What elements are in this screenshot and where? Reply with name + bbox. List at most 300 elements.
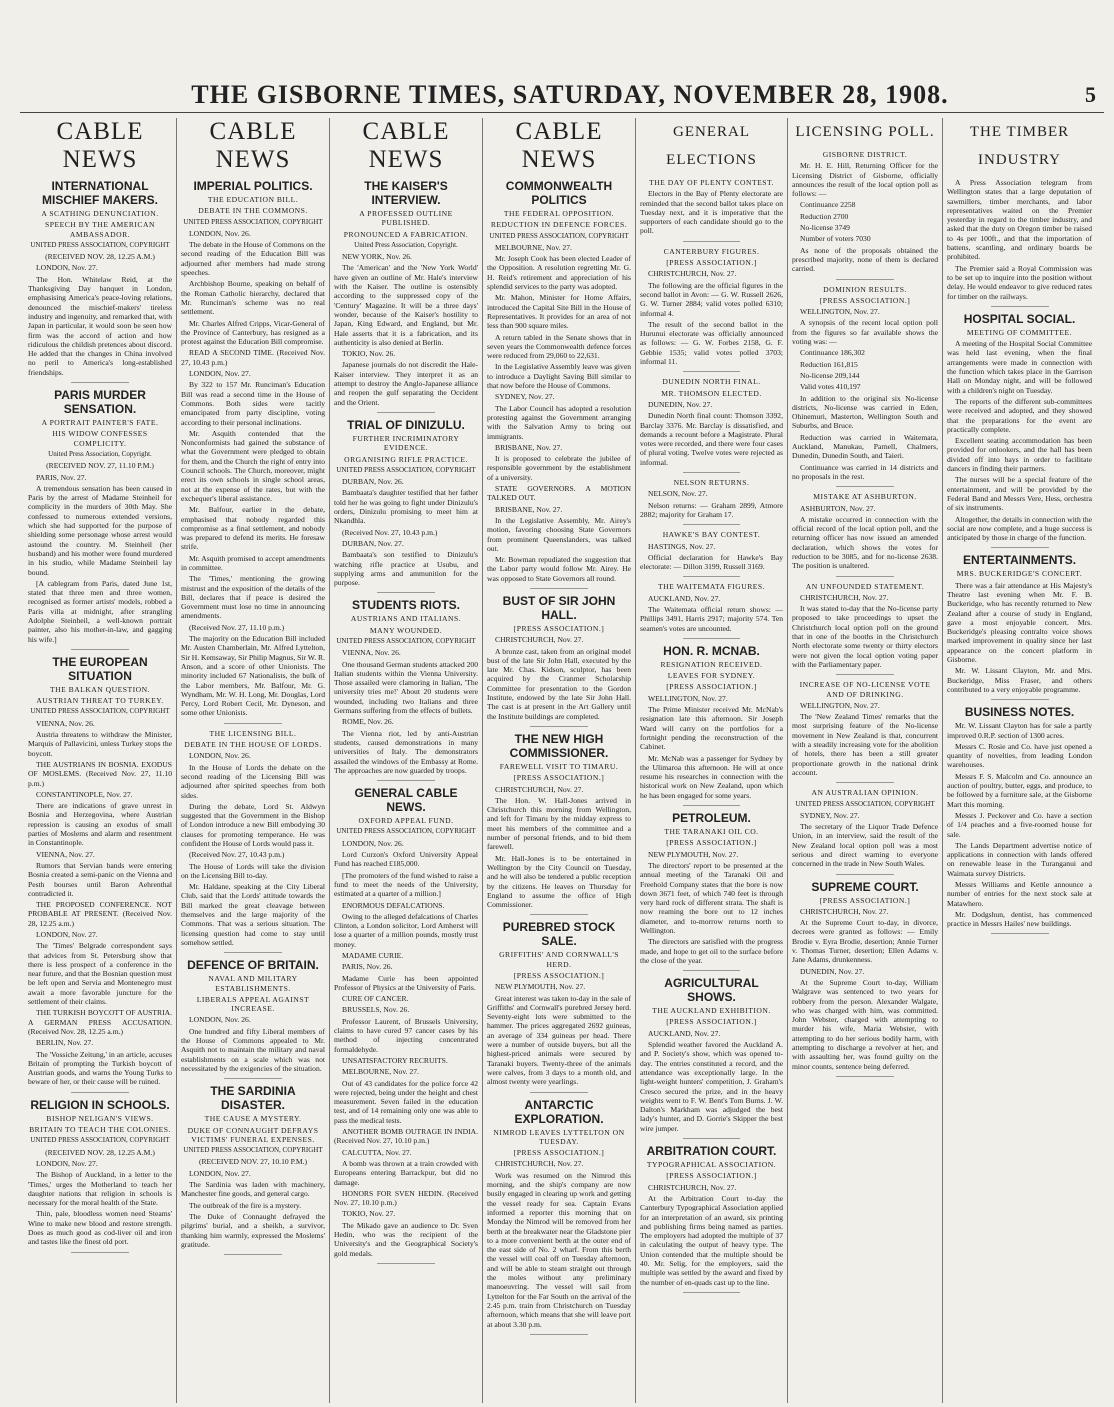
article-paragraph: The 'Vossiche Zeitung,' in an article, accuses Britain of prompting the Turkish boycott of Austrian goods, and warns the Young Turks to beware of her, or their cause will be ruined. [28, 1049, 172, 1087]
article-paragraph: Mr. Haldane, speaking at the City Liberal Club, said that the Lords' attitude towards the Bill marked the great cleavage between themselves and the large majority of the Commons. That was a serious situation. The licensing question had come to stay until somehow settled. [181, 882, 325, 947]
article-headline: SUPREME COURT. [811, 879, 919, 894]
article-paragraph: Altogether, the details in connection with the social are now complete, and a huge success is anticipated by those in charge of the function. [947, 514, 1092, 543]
article-headline: STUDENTS RIOTS. [351, 598, 460, 613]
column-3 [330, 118, 483, 1403]
column-header: LICENSING POLL. [795, 124, 935, 140]
article-subhead: OXFORD APPEAL FUND. [358, 816, 454, 826]
received-dateline: (RECEIVED NOV. 27, 11.10 P.M.) [46, 461, 154, 471]
article-paragraph: The outbreak of the fire is a mystery. [189, 1200, 302, 1210]
article-separator [991, 933, 1049, 934]
article-paragraph: VIENNA, Nov. 26. [36, 718, 95, 728]
article-separator [71, 649, 129, 650]
article-subhead: DUKE OF CONNAUGHT DEFRAYS VICTIMS' FUNERAL EXPENSES. [187, 1125, 319, 1144]
article-subhead: ORGANISING RIFLE PRACTICE. [344, 454, 468, 464]
article-paragraph: CHRISTCHURCH, Nov. 27. [495, 635, 584, 645]
article-separator [224, 1078, 282, 1079]
article-paragraph: LONDON, Nov. 27. [36, 263, 98, 273]
article-paragraph: LONDON, Nov. 27. [36, 1158, 98, 1168]
article-separator [224, 723, 282, 724]
article-paragraph: CHRISTCHURCH, Nov. 27. [800, 906, 889, 916]
article-paragraph: HASTINGS, Nov. 27. [648, 541, 716, 551]
article-subhead: A SCATHING DENUNCIATION. [41, 209, 159, 218]
article-separator [71, 382, 129, 383]
article-headline: HOSPITAL SOCIAL. [963, 311, 1076, 326]
article-separator [71, 1092, 129, 1093]
article-paragraph: Reduction 2700 [800, 211, 849, 221]
article-paragraph: BERLIN, Nov. 27. [36, 1038, 94, 1048]
article-paragraph: A bronze cast, taken from an original model bust of the late Sir John Hall, executed by the late Mr. Chas. Kidson, sculptor, has been acquired by the Cranmer Scholarship Committee for presentation to the Gordon Institute, endowed by the late Sir John Hall. The cast is at present in the Art Gallery until the Institute buildings are completed. [487, 646, 631, 721]
article-paragraph: The Bishop of Auckland, in a letter to the 'Times,' urges the Motherland to teach her daughter nations that religion in schools is necessary for the moral health of the State. [28, 1170, 172, 1208]
article-subhead: BISHOP NELIGAN'S VIEWS. [46, 1113, 154, 1123]
article-paragraph: At the Arbitration Court to-day the Canterbury Typographical Association applied for an interpretation of an award, six printing and publishing firms being named as parties. The employers had adopted the multiple of 37 in calculating the output of heavy type. The Union contended that the multiple should be 40. Mr. Selig, for the employers, said the multiple was settled by the award and fixed by the number of en-quads cast up to the line. [640, 1193, 783, 1287]
article-subhead: THE CAUSE A MYSTERY. [204, 1114, 302, 1124]
article-separator [683, 1292, 740, 1293]
article-subhead: TYPOGRAPHICAL ASSOCIATION. [646, 1160, 777, 1170]
column-header: THE TIMBER INDUSTRY [969, 124, 1070, 168]
article-paragraph: The majority on the Education Bill included Mr. Austen Chamberlain, Mr. Alfred Lyttelton, Sir H. Kemsaway, Sir Philip Magnus, Sir W. R. Anson, and a score of other Unionists. The minority included 67 Nationalists, the bulk of the Labor members, Mr. Balfour, Mr. G. Wyndham, Mr. W. H. Long, Mr. Douglas, Lord Percy, Lord Robert Cecil, Mr. Dyneson, and some other Unionists. [181, 634, 326, 718]
article-subhead: RESIGNATION RECEIVED. [660, 659, 763, 669]
column-header: CABLE NEWS [56, 118, 144, 173]
article-paragraph: No-license 3749 [800, 223, 850, 233]
received-dateline: (RECEIVED NOV. 28, 12.25 A.M.) [45, 1147, 155, 1157]
article-paragraph: Rumors that Servian bands were entering Bosnia created a semi-panic on the Vienna and Pesth bourses until Baron Aehrenthal contradicted it. [28, 860, 172, 898]
article-paragraph: Madame Curie has been appointed Professor of Physics at the University of Paris. [334, 973, 478, 992]
article-subhead: BRITAIN TO TEACH THE COLONIES. [29, 1125, 171, 1135]
article-subhead: [PRESS ASSOCIATION.] [513, 773, 605, 783]
press-credit: UNITED PRESS ASSOCIATION, COPYRIGHT [489, 231, 629, 240]
article-subhead: [PRESS ASSOCIATION.] [819, 895, 911, 905]
article-paragraph: CHRISTCHURCH, Nov. 27. [648, 269, 737, 279]
article-paragraph: Messrs Williams and Kettle announce a number of entries for the next stock sale at Matawhero. [947, 880, 1092, 908]
article-paragraph: TOKIO, Nov. 27. [342, 1209, 396, 1219]
masthead-title: THE GISBORNE TIMES, SATURDAY, NOVEMBER 28, 1908. [191, 80, 949, 109]
column-header: CABLE NEWS [515, 118, 603, 173]
article-headline: PARIS MURDER SENSATION. [54, 388, 146, 417]
article-separator [377, 412, 435, 413]
article-paragraph: The directors are satisfied with the progress made, and hope to get oil to the surface before the close of the year. [640, 937, 783, 965]
article-headline: INTERNATIONAL MISCHIEF MAKERS. [41, 179, 158, 207]
article-subhead: A PORTRAIT PAINTER'S FATE. [41, 418, 159, 428]
article-headline: IMPERIAL POLITICS. [193, 179, 313, 193]
article-paragraph: Mr. Asquith promised to accept amendments in committee. [181, 553, 325, 572]
article-paragraph: The 'New Zealand Times' remarks that the most surprising feature of the No-license movement in New Zealand is that, concurrent with a steadily increasing vote for the abolition of hotels, there has been a still greater proportionate growth in the national drink account. [792, 712, 938, 777]
article-subhead: GRIFFITHS' AND CORNWALL'S HERD. [499, 950, 619, 969]
column-1 [24, 118, 177, 1403]
article-paragraph: WELLINGTON, Nov. 27. [648, 693, 728, 703]
article-paragraph: The secretary of the Liquor Trade Defence Union, in an interview, said the result of the New Zealand local option poll was a most serious and direct warning to everyone concerned in the trade in New South Wales. [792, 822, 938, 869]
article-subhead: THE TARANAKI OIL CO. [664, 827, 759, 837]
article-paragraph: The 'Times,' mentioning the growing mistrust and the exposition of the details of the Bill, declares that if peace is desired the Government must lose no time in announcing amendments. [181, 574, 325, 621]
article-paragraph: Mr. W. Lissant Clayton, Mr. and Mrs. Buckeridge, Miss Fraser, and others contributed to a very enjoyable programme. [947, 666, 1092, 694]
article-paragraph: PARIS, Nov. 26. [342, 962, 393, 972]
article-paragraph: A bomb was thrown at a train crowded with Europeans entering Barrackpur, but did no damage. [334, 1158, 478, 1187]
article-paragraph: CALCUTTA, Nov. 27. [342, 1147, 412, 1157]
article-separator [683, 805, 740, 806]
article-subhead: LEAVES FOR SYDNEY. [667, 671, 756, 681]
article-paragraph: THE AUSTRIANS IN BOSNIA. EXODUS OF MOSLEMS. (Received Nov. 27, 11.10 p.m.) [28, 759, 172, 788]
article-paragraph: BRUSSELS, Nov. 26. [342, 1005, 410, 1015]
article-paragraph: VIENNA, Nov. 27. [36, 849, 95, 859]
columns [24, 118, 1104, 1403]
article-paragraph: A meeting of the Hospital Social Committee was held last evening, when the final arrangements were made in connection with the function which takes place in the Garrison Hall on Monday night, and will be followed with a children's night on Tuesday. [947, 339, 1092, 395]
article-paragraph: LONDON, Nov. 26. [342, 838, 404, 848]
article-paragraph: Lord Curzon's Oxford University Appeal Fund has reached £185,000. [334, 850, 478, 869]
article-headline: BUSINESS NOTES. [964, 705, 1075, 720]
article-paragraph: Bambaata's son testified to Dinizulu's watching rifle practice at Usubu, and supplying arms and ammunition for the purpose. [334, 550, 478, 588]
article-separator [377, 1263, 435, 1264]
article-paragraph: At the Supreme Court to-day, William Walgrave was sentenced to two years for robbery from the person. Alexander Walgate, who was charged with him, was committed. John Webster, charged with attempting to murder his wife, Maria Webster, with attempting to do her serious bodily harm, with attempting to discharge a revolver at her, and with assaulting her, was found guilty on the minor counts, sentence being deferred. [792, 977, 938, 1071]
article-separator [224, 1254, 282, 1255]
article-separator [683, 1138, 740, 1139]
article-paragraph: The Hon. Whitelaw Reid, at the Thanksgiving Day banquet in London, emphasising America's peace-loving relations, denounced the mischief-makers' tireless industry and ingenuity, and remarked that, with Japan in particular, it would soon be seen how firm was the accord of action and how ridiculous the childish pretences about discord. He added that the changes in China involved no peril to America's long-established friendships. [28, 274, 172, 377]
column-header: GENERAL ELECTIONS [666, 124, 757, 168]
article-subhead: NAVAL AND MILITARY ESTABLISHMENTS. [208, 974, 298, 993]
article-paragraph: MELBOURNE, Nov. 27. [342, 1067, 419, 1077]
article-paragraph: The Prime Minister received Mr. McNab's resignation late this afternoon. Sir Joseph Ward will carry on the portfolios for a fortnight pending the reconstruction of the Cabinet. [640, 705, 783, 752]
article-subhead: [PRESS ASSOCIATION.] [666, 258, 757, 268]
article-separator [991, 306, 1049, 307]
article-subhead: [PRESS ASSOCIATION.] [666, 1017, 757, 1027]
article-paragraph: There are indications of grave unrest in Bosnia and Herzegovina, where Austrian repression is causing an exodus of small parties of Moslems and alarm and resentment in Constantinople. [28, 801, 172, 848]
article-paragraph: The Hon. W. Hall-Jones arrived in Christchurch this morning from Wellington, and left for Timaru by the midday express to meet his members of the committee and a number of personal friends, and to bid them farewell. [487, 795, 631, 852]
article-subhead: [PRESS ASSOCIATION.] [666, 838, 757, 848]
article-paragraph: The Sardinia was laden with machinery, Manchester fine goods, and general cargo. [181, 1180, 325, 1199]
article-subhead: AN AUSTRALIAN OPINION. [811, 788, 919, 798]
article-separator [836, 486, 894, 487]
article-separator [377, 592, 435, 593]
article-subhead: THE LICENSING BILL. [209, 728, 297, 738]
article-paragraph: LONDON, Nov. 27. [36, 930, 98, 939]
article-subhead: AUSTRIAN THREAT TO TURKEY. [36, 696, 164, 706]
article-paragraph: THE TURKISH BOYCOTT OF AUSTRIA. A GERMAN PRESS ACCUSATION. (Received Nov. 28, 12.25 a.m.) [28, 1008, 172, 1036]
article-paragraph: In the Legislative Assembly leave was given to introduce a Daylight Saving Bill similar to that now before the House of Commons. [487, 362, 631, 391]
article-subhead: NIMROD LEAVES LYTTELTON ON TUESDAY. [493, 1127, 625, 1146]
article-paragraph: AUCKLAND, Nov. 27. [648, 593, 721, 603]
article-separator [836, 1076, 894, 1077]
article-subhead: INCREASE OF NO-LICENSE VOTE AND OF DRINKING. [799, 680, 931, 699]
article-paragraph: Messrs J. Peckover and Co. have a section of 1/4 peaches and a five-roomed house for sale. [947, 810, 1092, 839]
article-paragraph: The Vienna riot, led by anti-Austrian students, caused demonstrations in many universities of Italy. The demonstrators assailed the windows of the Embassy at Rome. The approaches are now guarded by troops. [334, 728, 478, 775]
page-number: 5 [1085, 82, 1096, 107]
article-subhead: GISBORNE DISTRICT. [822, 150, 908, 159]
article-paragraph: The Labor Council has adopted a resolution protesting against the Government arranging with the Salvation Army to bring out immigrants. [487, 403, 631, 441]
column-header: CABLE NEWS [209, 118, 297, 173]
article-paragraph: BRISBANE, Nov. 27. [495, 442, 563, 452]
article-paragraph: The debate in the House of Commons on the second reading of the Education Bill was adjourned after members had made strong speeches. [181, 240, 325, 278]
article-paragraph: Dunedin North final count: Thomson 3392, Barclay 3376. Mr. Barclay is dissatisfied, and demands a recount before a Magistrate. Plural votes were recorded, and there were four cases of plural voting. Twelve votes were rejected as informal. [640, 411, 783, 467]
article-subhead: A PROFESSED OUTLINE PUBLISHED. [359, 209, 453, 228]
article-separator [683, 472, 740, 473]
article-paragraph: During the debate, Lord St. Aldwyn suggested that the Government in the Bishop of London introduce a new Bill embodying 30 clauses for promoting temperance. He was confident the House of Lords would pass it. [181, 801, 325, 848]
article-subhead: MEETING OF COMMITTEE. [966, 327, 1073, 337]
article-paragraph: THE PROPOSED CONFERENCE. NOT PROBABLE AT PRESENT. (Received Nov. 28, 12.25 a.m.) [28, 900, 172, 928]
article-subhead: HAWKE'S BAY CONTEST. [662, 530, 761, 540]
article-paragraph: Valid votes 410,197 [800, 382, 861, 392]
article-headline: BUST OF SIR JOHN HALL. [502, 593, 616, 622]
article-separator [683, 371, 740, 372]
article-separator [836, 576, 894, 577]
article-paragraph: VIENNA, Nov. 26. [342, 648, 401, 658]
article-paragraph: Number of voters 7030 [800, 234, 871, 244]
article-paragraph: [A cablegram from Paris, dated June 1st, stated that three men and three women, recognised as former artists' models, robbed a Paris villa at midnight, after strangling Adolphe Steinheil, a well-known portrait painter, also his mother-in-law, and gagging his wife.] [28, 578, 172, 644]
article-paragraph: ENORMOUS DEFALCATIONS. [342, 900, 445, 910]
article-paragraph: DUNEDIN, Nov. 27. [648, 399, 713, 409]
article-paragraph: The House of Lords will take the division on the Licensing Bill to-day. [181, 861, 325, 880]
article-paragraph: Austria threatens to withdraw the Minister, Marquis of Pallavicini, unless Turkey stops the boycott. [28, 730, 172, 758]
column-2 [177, 118, 330, 1403]
article-paragraph: READ A SECOND TIME. (Received Nov. 27, 10.43 p.m.) [181, 348, 325, 367]
article-paragraph: Bambaata's daughter testified that her father told her he was going to fight under Dinizulu's orders, Dinizulu promising to meet him at Nkandhla. [334, 488, 478, 526]
article-headline: GENERAL CABLE NEWS. [354, 786, 458, 815]
article-subhead: CANTERBURY FIGURES. [663, 246, 760, 256]
press-credit: UNITED PRESS ASSOCIATION, COPYRIGHT [30, 707, 170, 716]
article-subhead: [PRESS ASSOCIATION.] [819, 295, 911, 305]
article-separator [530, 914, 588, 915]
article-subhead: THE DAY OF PLENTY CONTEST. [649, 178, 774, 187]
article-subhead: THE AUCKLAND EXHIBITION. [652, 1006, 771, 1016]
article-subhead: MANY WOUNDED. [369, 625, 443, 635]
article-paragraph: The Premier said a Royal Commission was to be set up to inquire into the position without delay. He would endeavor to give reduced rates for timber on the railways. [947, 263, 1092, 301]
article-separator [683, 524, 740, 525]
article-subhead: FURTHER INCRIMINATORY EVIDENCE. [352, 433, 460, 453]
article-separator [530, 726, 588, 727]
article-subhead: [PRESS ASSOCIATION.] [666, 1171, 757, 1181]
article-paragraph: A tremendous sensation has been caused in Paris by the arrest of Madame Steinheil for complicity in the murders of 30th May. She confessed to numerous extended versions, which she had supported for the purpose of shielding some personage whose arrest would astound the country. M. Steinheil (her husband) and his mother were found murdered in his studio, while Madame Steinheil lay bound. [28, 483, 172, 577]
article-paragraph: Professor Laurent, of Brussels University, claims to have cured 97 cancer cases by his method of injecting concentrated formaldehyde. [334, 1016, 478, 1054]
article-headline: THE EUROPEAN SITUATION [52, 654, 148, 683]
press-credit: UNITED PRESS ASSOCIATION, COPYRIGHT [336, 827, 476, 836]
article-paragraph: (Received Nov. 27, 10.43 p.m.) [189, 850, 285, 860]
article-subhead: HIS WIDOW CONFESSES COMPLICITY. [52, 429, 148, 448]
article-paragraph: STATE GOVERNORS. A MOTION TALKED OUT. [487, 484, 631, 503]
article-paragraph: Work was resumed on the Nimrod this morning, and the ship's company are now busily engaged in clearing up work and getting the vessel ready for sea. Captain Evans informed a reporter this morning that on Monday the Nimrod will be removed from her berth at the breakwater near the Gladstone pier to a more convenient berth at the outer end of the east side of No. 2 wharf. From this berth the vessel will coal off on Tuesday afternoon, and will be able to steam straight out through the moles without any preliminary manoeuvring. The vessel will sail from Lyttelton for the Far South on the arrival of the 2.45 p.m. train from Christchurch on Tuesday afternoon, which means that she will leave port at about 3.30 p.m. [487, 1170, 631, 1329]
article-paragraph: Continuance 2258 [800, 200, 856, 210]
article-paragraph: (Received Nov. 27, 10.43 p.m.) [342, 527, 438, 537]
article-paragraph: Mr. Asquith contended that the Nonconformists had gained the substance of what the Government were pledged to obtain for them, and the Church the right of entry into Council schools. The Church, moreover, might erect its own schools in single school areas, not at the expense of the rates, but with the exchequer's liberal assistance. [181, 428, 325, 503]
article-paragraph: Japanese journals do not discredit the Hale-Kaiser interview. They interpret it as an attempt to destroy the Anglo-Japanese alliance and reopen the gulf separating the Occident and the Orient. [334, 360, 478, 407]
article-headline: HON. R. MCNAB. [663, 643, 760, 658]
article-headline: RELIGION IN SCHOOLS. [30, 1097, 170, 1112]
article-separator [71, 1252, 129, 1253]
article-paragraph: SYDNEY, Nov. 27. [495, 392, 555, 402]
article-paragraph: SYDNEY, Nov. 27. [800, 810, 860, 820]
article-paragraph: ROME, Nov. 26. [342, 717, 394, 727]
article-paragraph: A synopsis of the recent local option poll from the figures so far available shows the voting was: — [792, 318, 938, 347]
article-paragraph: Splendid weather favored the Auckland A. and P. Society's show, which was opened to-day. The entries constituted a record, and the attendance was exceptionally large. In the light-weight hunters' competition, J. Graham's Cresco secured the prize, and in the heavy weights went to F. W. Bent's Tom Burns. J. W. Dalton's Markham was adjudged the best lady's hunter, and D. Gorrie's Skipper the best wire jumper. [640, 1040, 783, 1133]
article-headline: TRIAL OF DINIZULU. [347, 417, 465, 432]
article-paragraph: NELSON, Nov. 27. [648, 489, 708, 499]
article-paragraph: Continuance was carried in 14 districts and no proposals in the rest. [792, 462, 938, 481]
article-paragraph: BRISBANE, Nov. 27. [495, 504, 563, 514]
article-paragraph: AUCKLAND, Nov. 27. [648, 1028, 721, 1038]
article-headline: ENTERTAINMENTS. [962, 553, 1077, 568]
article-separator [991, 547, 1049, 548]
article-separator [836, 279, 894, 280]
article-paragraph: Mr. Balfour, earlier in the debate, emphasised that nobody regarded this compromise as a final settlement, and nobody was prepared to defend its merits. He foresaw strife. [181, 505, 325, 552]
article-subhead: [PRESS ASSOCIATION.] [513, 1148, 605, 1158]
masthead [20, 80, 1100, 110]
press-credit: UNITED PRESS ASSOCIATION, COPYRIGHT [336, 636, 476, 645]
article-paragraph: Mr. H. E. Hill, Returning Officer for the Licensing District of Gisborne, officially announces the result of the local option poll as follows: — [792, 161, 938, 199]
article-paragraph: CHRISTCHURCH, Nov. 27. [800, 592, 889, 602]
article-separator [377, 780, 435, 781]
press-credit: United Press Association, Copyright. [354, 240, 458, 249]
article-paragraph: In addition to the original six No-license districts, No-license was carried in Eden, Ohinemuri, Masterton, Wellington South and Suburbs, and Bruce. [792, 393, 938, 431]
article-paragraph: The result of the second ballot in the Hurunui electorate was officially announced as follows: — G. W. Forbes 2158, G. F. Gebbie 1535; valid votes polled 3703; informal 11. [640, 319, 783, 367]
article-paragraph: Thin, pale, bloodless women need Steams' Wine to make new blood and restore strength. Does as much good as cod-liver oil and iron and tastes like the finest old port. [28, 1209, 172, 1247]
article-paragraph: LONDON, Nov. 26. [189, 751, 251, 761]
article-paragraph: The Waitemata official return shows: — Phillips 3491, Harris 2917; majority 574. Ten seamen's votes are uncounted. [640, 604, 783, 633]
press-credit: UNITED PRESS ASSOCIATION, COPYRIGHT [30, 240, 170, 249]
article-separator [683, 241, 740, 242]
article-paragraph: WELLINGTON, Nov. 27. [800, 307, 880, 317]
article-subhead: THE EDUCATION BILL. [207, 195, 299, 204]
article-paragraph: A mistake occurred in connection with the official record of the local option poll, and the returning officer has now issued an amended declaration, which shows the votes for reduction to be 3085, and for no-license 2638. The position is unaltered. [792, 514, 938, 571]
article-subhead: THE WAITEMATA FIGURES. [657, 582, 766, 592]
article-separator [836, 874, 894, 875]
article-subhead: PRONOUNCED A FABRICATION. [343, 229, 469, 239]
article-paragraph: Mr. W. Lissant Clayton has for sale a partly improved 0.R.P. section of 1300 acres. [947, 721, 1092, 740]
article-headline: ARBITRATION COURT. [646, 1144, 777, 1159]
column-7 [943, 118, 1096, 1403]
article-separator [530, 588, 588, 589]
article-headline: THE SARDINIA DISASTER. [210, 1084, 296, 1113]
article-paragraph: Out of 43 candidates for the police force 42 were rejected, being under the height and chest measurement. Seven failed in the education test, and of 14 remaining only one was able to pass the medical tests. [334, 1078, 478, 1125]
article-paragraph: Official declaration for Hawke's Bay electorate: — Dillon 3199, Russell 3169. [640, 552, 783, 572]
article-paragraph: One thousand German students attacked 200 Italian students within the Vienna University. Those assailed were clamoring in Italian, 'The university tries me!' About 20 students were wounded, including two Italians and three Germans suffering from the effects of bullets. [334, 659, 478, 716]
article-paragraph: In the Legislative Assembly, Mr. Airey's motion, favoring choosing State Governors from prominent Queenslanders, was talked out. [487, 515, 631, 553]
article-paragraph: The following are the official figures in the second ballot in Avon: — G. W. Russell 2626, G. W. Turner 2884; valid votes polled 6310; informal 4. [640, 280, 783, 318]
article-paragraph: LONDON, Nov. 27. [189, 369, 251, 379]
received-dateline: (RECEIVED NOV. 28, 12.25 A.M.) [45, 252, 155, 262]
article-subhead: [PRESS ASSOCIATION.] [666, 682, 757, 692]
article-subhead: MISTAKE AT ASHBURTON. [813, 492, 917, 502]
article-paragraph: CONSTANTINOPLE, Nov. 27. [36, 789, 133, 799]
article-paragraph: No-license 209,144 [800, 370, 860, 380]
article-subhead: THE BALKAN QUESTION. [49, 684, 151, 694]
press-credit: UNITED PRESS ASSOCIATION, COPYRIGHT [30, 1136, 170, 1145]
article-separator [683, 970, 740, 971]
received-dateline: (RECEIVED NOV. 27, 10.10 P.M.) [198, 1157, 308, 1167]
article-paragraph: UNSATISFACTORY RECRUITS. [342, 1055, 448, 1065]
article-paragraph: The nurses will be a special feature of the entertainment, and will be provided by the Federal Band and Messrs Vere, Hess, orchestra of six instruments. [947, 475, 1092, 513]
article-paragraph: Owing to the alleged defalcations of Charles Clinton, a London solicitor, Lord Amherst will lose a quarter of a million pounds, mostly trust money. [334, 911, 478, 949]
article-separator [530, 1334, 588, 1335]
article-paragraph: It is proposed to celebrate the jubilee of responsible government by the establishment of a university. [487, 454, 631, 482]
article-paragraph: Messrs C. Rosie and Co. have just opened a quantity of novelties, from leading London warehouses. [947, 741, 1092, 770]
article-paragraph: Reduction was carried in Waitemata, Auckland, Manukau, Parnell, Chalmers, Dunedin, Dunedin South, and Taieri. [792, 432, 938, 461]
masthead-rule [20, 112, 1104, 113]
article-subhead: [PRESS ASSOCIATION.] [513, 971, 605, 980]
article-paragraph: At the Supreme Court to-day, in divorce, decrees were granted as follows: — Emily Brodie v. Eyra Brodie, desertion; Annie Turner v. Thomas Turner, desertion; Ellen Adams v. Jane Adams, drunkenness. [792, 918, 938, 965]
article-paragraph: A return tabled in the Senate shows that in seven years the Commonwealth defence forces were reduced from 29,060 to 22,631. [487, 332, 631, 361]
article-paragraph: Archbishop Bourne, speaking on behalf of the Roman Catholic hierarchy, declared that Mr. Runciman's scheme was no real settlement. [181, 279, 325, 317]
article-paragraph: CHRISTCHURCH, Nov. 27. [495, 784, 584, 794]
article-paragraph: ANOTHER BOMB OUTRAGE IN INDIA. (Received Nov. 27, 10.10 p.m.) [334, 1127, 478, 1146]
press-credit: UNITED PRESS ASSOCIATION, COPYRIGHT [183, 217, 323, 226]
article-subhead: DOMINION RESULTS. [823, 284, 907, 294]
article-subhead: AUSTRIANS AND ITALIANS. [350, 614, 462, 624]
article-subhead: DEBATE IN THE HOUSE OF LORDS. [184, 740, 322, 750]
article-paragraph: Mr. Hall-Jones is to be entertained in Wellington by the City Council on Tuesday, and he will also be tendered a public reception by the citizens. He leaves on Thursday for England to assume the office of High Commissioner. [487, 853, 631, 910]
article-paragraph: CURE OF CANCER. [342, 994, 409, 1004]
article-separator [683, 576, 740, 577]
article-subhead: SPEECH BY THE AMERICAN AMBASSADOR. [45, 220, 155, 239]
column-5 [636, 118, 788, 1403]
article-paragraph: There was a fair attendance at His Majesty's Theatre last evening when Mr. F. B. Buckeridge, who has recently returned to New Zealand after a course of study in England, gave a most enjoyable concert. Mrs. Buckeridge's pleasing contralto voice shows marked improvement in quality since her last appearance on the concert platform in Gisborne. [947, 580, 1092, 665]
article-paragraph: LONDON, Nov. 27. [189, 1168, 251, 1178]
article-subhead: MR. THOMSON ELECTED. [661, 388, 762, 398]
article-paragraph: The directors' report to be presented at the annual meeting of the Taranaki Oil and Freehold Company states that the bore is now down 3671 feet, of which 740 feet is through very hard rock of different strata. The shaft is now reaming the bore out to 12 inches diameter, and to-morrow returns north to Wellington. [640, 860, 783, 935]
article-subhead: DEBATE IN THE COMMONS. [198, 206, 308, 216]
article-paragraph: (Received Nov. 27, 11.10 p.m.) [189, 622, 285, 632]
article-paragraph: NEW YORK, Nov. 26. [342, 252, 412, 262]
article-paragraph: MELBOURNE, Nov. 27. [495, 242, 572, 252]
article-paragraph: The 'American' and the 'New York World' have given an outline of Mr. Hale's interview with the Kaiser. The outline is ostensibly according to the suppressed copy of the 'Century' Magazine. It will be a three days' wonder, because of the Kaiser's hostility to Japan, King Edward, and England, but Mr. Hale asserts that it is a fabrication, and its authenticity is also denied at Berlin. [334, 263, 478, 347]
article-paragraph: Continuance 186,302 [800, 348, 865, 358]
article-paragraph: [The promoters of the fund wished to raise a fund to meet the needs of the University, estimated at a quarter of a million.] [334, 870, 478, 899]
article-paragraph: Great interest was taken to-day in the sale of Griffiths' and Cornwall's purebred Jersey herd. Seventy-eight lots were submitted to the hammer. The prices aggregated 2692 guineas, an average of 334 guineas per head. There were a number of outside buyers, but all the highest-priced animals were secured by Taranaki buyers. Twenty-three of the animals were calves, from 3 days to a month old, and almost twenty were yearlings. [487, 993, 631, 1087]
article-separator [836, 674, 894, 675]
article-headline: DEFENCE OF BRITAIN. [187, 958, 319, 973]
article-subhead: AN UNFOUNDED STATEMENT. [805, 581, 925, 591]
article-headline: COMMONWEALTH POLITICS [505, 179, 613, 207]
article-subhead: MRS. BUCKERIDGE'S CONCERT. [956, 569, 1083, 579]
article-separator [530, 1092, 588, 1093]
article-paragraph: Mr. Charles Alfred Cripps, Vicar-General of the Province of Canterbury, has resigned as a protest against the Education Bill compromise. [181, 318, 325, 347]
article-paragraph: PARIS, Nov. 27. [36, 472, 87, 482]
press-credit: UNITED PRESS ASSOCIATION, COPYRIGHT [795, 799, 935, 808]
article-paragraph: The Mikado gave an audience to Dr. Sven Hedin, who was the recipient of the University's and the Geographical Society's gold medals. [334, 1220, 478, 1258]
article-paragraph: TOKIO, Nov. 26. [342, 349, 396, 359]
article-paragraph: DURBAN, Nov. 27. [342, 538, 404, 548]
article-paragraph: NEW PLYMOUTH, Nov. 27. [648, 849, 739, 859]
article-paragraph: By 322 to 157 Mr. Runciman's Education Bill was read a second time in the House of Commons. Both sides were tacitly emancipated from party discipline, voting according to their personal inclinations. [181, 380, 325, 427]
article-paragraph: As none of the proposals obtained the prescribed majority, none of them is declared carried. [792, 245, 938, 274]
article-paragraph: In the House of Lords the debate on the second reading of the Licensing Bill was adjourned after spirited speeches from both sides. [181, 762, 325, 800]
article-headline: THE NEW HIGH COMMISSIONER. [509, 731, 609, 760]
article-paragraph: One hundred and fifty Liberal members of the House of Commons appealed to Mr. Asquith not to maintain the military and naval establishments on a scale which was not necessitated by the exigencies of the situation. [181, 1026, 325, 1073]
article-separator [683, 638, 740, 639]
article-paragraph: The Lands Department advertise notice of applications in connection with lands offered on renewable lease in the Turanganui and Waimata survey Districts. [947, 840, 1092, 878]
article-paragraph: CHRISTCHURCH, Nov. 27. [648, 1182, 737, 1192]
article-paragraph: DUNEDIN, Nov. 27. [800, 966, 865, 976]
article-paragraph: Mr. Dodgshun, dentist, has commenced practice in Messrs Hailes' new buildings. [947, 909, 1092, 929]
press-credit: UNITED PRESS ASSOCIATION, COPYRIGHT [183, 1146, 323, 1155]
article-paragraph: MADAME CURIE. [342, 951, 404, 960]
article-paragraph: The Duke of Connaught defrayed the pilgrims' burial, and a sheikh, a survivor, thanking him warmly, expressed the Moslems' gratitude. [181, 1211, 325, 1249]
column-4 [483, 118, 636, 1403]
article-subhead: FAREWELL VISIT TO TIMARU. [499, 761, 619, 771]
article-separator [224, 952, 282, 953]
article-headline: ANTARCTIC EXPLORATION. [514, 1097, 604, 1126]
article-paragraph: Mr. McNab was a passenger for Sydney by the Ulimaroa this afternoon. He will at once resume his researches in connection with the historical work on New Zealand, upon which he has been engaged for some years. [640, 753, 783, 800]
column-6 [788, 118, 943, 1403]
article-paragraph: Excellent seating accommodation has been provided for onlookers, and the hall has been divided off into bays in order to facilitate dancers in finding their partners. [947, 436, 1092, 474]
article-paragraph: The 'Times' Belgrade correspondent says that advices from St. Petersburg show that there is less prospect of a conference in the near future, and that the Bosnian question must be left open and Servia and Montenegro must await a more favorable juncture for the settlement of their claims. [28, 941, 172, 1007]
article-paragraph: NEW PLYMOUTH, Nov. 27. [495, 982, 586, 992]
article-paragraph: WELLINGTON, Nov. 27. [800, 700, 880, 710]
article-subhead: LIBERALS APPEAL AGAINST INCREASE. [196, 994, 310, 1014]
article-headline: PUREBRED STOCK SALE. [502, 920, 616, 949]
article-headline: PETROLEUM. [672, 811, 751, 826]
article-paragraph: LONDON, Nov. 26. [189, 1015, 251, 1025]
article-paragraph: ASHBURTON, Nov. 27. [800, 503, 876, 513]
article-paragraph: LONDON, Nov. 26. [189, 228, 251, 238]
article-paragraph: Messrs F. S. Malcolm and Co. announce an auction of poultry, butter, eggs, and produce, to be followed by a furniture sale, at the Gisborne Mart this morning. [947, 771, 1092, 809]
article-headline: AGRICULTURAL SHOWS. [664, 976, 759, 1005]
article-subhead: NELSON RETURNS. [673, 478, 750, 488]
